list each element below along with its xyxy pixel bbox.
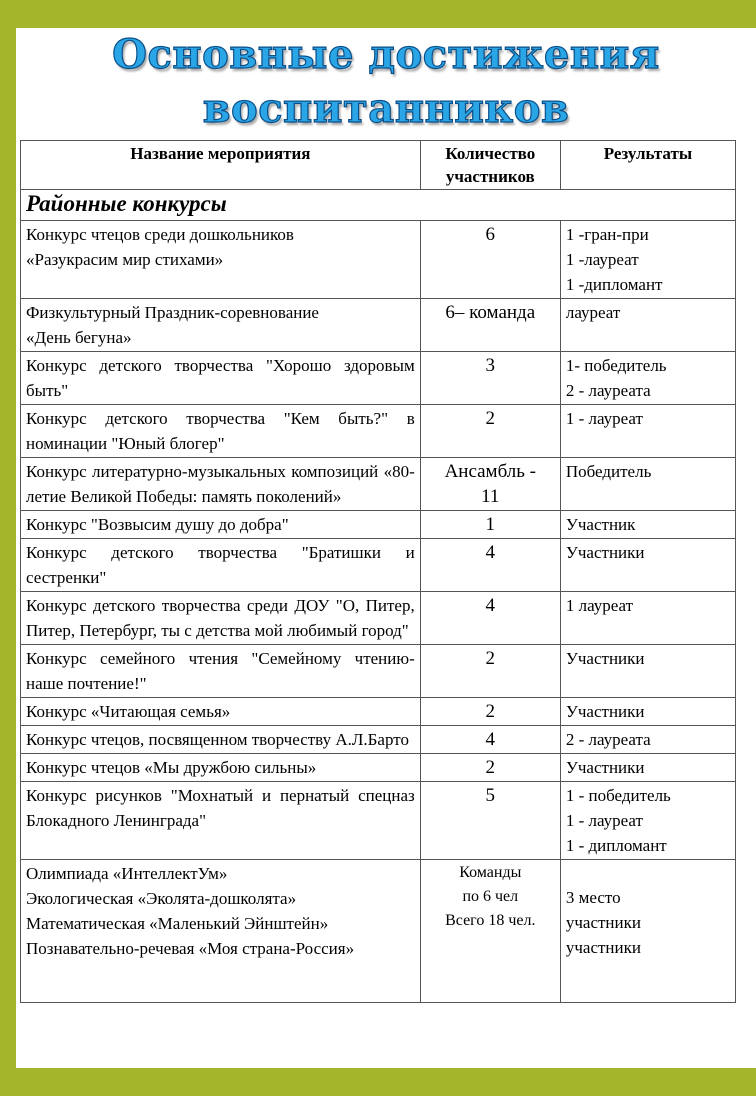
result-cell <box>560 352 735 405</box>
table-row <box>21 726 736 754</box>
result-cell-line: 1 лауреат <box>565 596 634 615</box>
result-cell-line: 3 место <box>565 888 621 907</box>
table-row <box>21 511 736 539</box>
table-row <box>21 458 736 511</box>
result-cell-line: 1 - лауреат <box>565 811 643 830</box>
table-row <box>21 221 736 299</box>
event-name-cell <box>21 782 421 860</box>
table-row <box>21 782 736 860</box>
participants-count-cell <box>420 299 560 352</box>
table-row <box>21 352 736 405</box>
result-cell <box>560 645 735 698</box>
header-participants-count: Количество участников <box>420 141 560 190</box>
participants-count-cell <box>420 352 560 405</box>
event-name-cell <box>21 645 421 698</box>
table-row <box>21 539 736 592</box>
participants-count-cell-line: 3 <box>485 355 496 376</box>
table-row <box>21 860 736 1003</box>
event-name-cell-line: Конкурс литературно-музыкальных композиций «80-летие Великой Победы: память поколений» <box>26 462 415 506</box>
result-cell <box>560 726 735 754</box>
result-cell <box>560 592 735 645</box>
event-name-cell <box>21 698 421 726</box>
table-row <box>21 754 736 782</box>
header-results: Результаты <box>560 141 735 190</box>
event-name-cell-line: Познавательно-речевая «Моя страна-Россия» <box>26 939 355 958</box>
title-line-2: воспитанников <box>202 85 570 132</box>
event-name-cell <box>21 299 421 352</box>
event-name-cell-line: Конкурс чтецов «Мы дружбою сильны» <box>26 758 317 777</box>
participants-count-cell-line: 2 <box>485 757 496 778</box>
page-title <box>16 28 756 136</box>
result-cell <box>560 860 735 1003</box>
table-row <box>21 405 736 458</box>
event-name-cell-line: Конкурс «Читающая семья» <box>26 702 231 721</box>
event-name-cell-line: Конкурс чтецов, посвященном творчеству А.Л.Барто <box>26 730 409 749</box>
participants-count-cell <box>420 511 560 539</box>
result-cell <box>560 698 735 726</box>
event-name-cell <box>21 511 421 539</box>
result-cell-line: 1 - лауреат <box>565 409 643 428</box>
participants-count-cell-line: Команды <box>459 864 522 881</box>
result-cell-line: лауреат <box>565 303 621 322</box>
event-name-cell <box>21 754 421 782</box>
section-row <box>21 190 736 221</box>
result-cell-line: Участники <box>565 758 645 777</box>
result-cell <box>560 539 735 592</box>
event-name-cell-line: Конкурс чтецов среди дошкольников <box>26 225 294 244</box>
event-name-cell-line: «Разукрасим мир стихами» <box>26 250 224 269</box>
participants-count-cell <box>420 782 560 860</box>
event-name-cell-line: Конкурс детского творчества "Братишки и сестренки" <box>26 543 415 587</box>
participants-count-cell-line: 2 <box>485 701 496 722</box>
table-row <box>21 645 736 698</box>
participants-count-cell <box>420 405 560 458</box>
result-cell-line: 1 - победитель <box>565 786 671 805</box>
result-cell-line: Участник <box>565 515 636 534</box>
participants-count-cell-line: 6 <box>485 224 496 245</box>
event-name-cell <box>21 352 421 405</box>
header-row <box>21 141 736 190</box>
achievements-table <box>20 140 736 1003</box>
participants-count-cell <box>420 592 560 645</box>
event-name-cell-line: Олимпиада «ИнтеллектУм» <box>26 864 228 883</box>
result-cell <box>560 782 735 860</box>
result-cell-line: 2 - лауреата <box>565 730 651 749</box>
event-name-cell <box>21 221 421 299</box>
section-title: Районные конкурсы <box>21 190 736 221</box>
participants-count-cell <box>420 539 560 592</box>
table-row <box>21 592 736 645</box>
event-name-cell <box>21 726 421 754</box>
event-name-cell-line: Конкурс семейного чтения "Семейному чтению-наше почтение!" <box>26 649 415 693</box>
result-cell-line: Участники <box>565 543 645 562</box>
result-cell <box>560 511 735 539</box>
participants-count-cell-line: 2 <box>485 648 496 669</box>
table-row <box>21 299 736 352</box>
participants-count-cell-line: 6– команда <box>445 302 536 323</box>
participants-count-cell-line: 4 <box>485 729 496 750</box>
participants-count-cell <box>420 754 560 782</box>
event-name-cell-line: Экологическая «Эколята-дошколята» <box>26 889 297 908</box>
participants-count-cell-line: Всего 18 чел. <box>445 912 536 929</box>
event-name-cell <box>21 405 421 458</box>
participants-count-cell-line: 4 <box>485 542 496 563</box>
result-cell <box>560 405 735 458</box>
participants-count-cell-line: 11 <box>481 486 500 507</box>
participants-count-cell <box>420 726 560 754</box>
result-cell-line: Участники <box>565 702 645 721</box>
result-cell-line: 1 - дипломант <box>565 836 667 855</box>
event-name-cell-line: Конкурс детского творчества "Хорошо здоровым быть" <box>26 356 415 400</box>
participants-count-cell-line: 5 <box>485 785 496 806</box>
participants-count-cell-line: 2 <box>485 408 496 429</box>
result-cell <box>560 754 735 782</box>
result-cell-line: участники <box>565 913 641 932</box>
participants-count-cell-line: по 6 чел <box>462 888 519 905</box>
participants-count-cell-line: 1 <box>485 514 496 535</box>
event-name-cell-line: Конкурс детского творчества "Кем быть?" в номинации "Юный блогер" <box>26 409 415 453</box>
result-cell-line: 1- победитель <box>565 356 667 375</box>
event-name-cell-line: Математическая «Маленький Эйнштейн» <box>26 914 329 933</box>
result-cell <box>560 458 735 511</box>
result-cell-line: участники <box>565 938 641 957</box>
header-event-name: Название мероприятия <box>21 141 421 190</box>
participants-count-cell-line: 4 <box>485 595 496 616</box>
result-cell-line: Участники <box>565 649 645 668</box>
event-name-cell <box>21 458 421 511</box>
participants-count-cell <box>420 698 560 726</box>
result-cell <box>560 299 735 352</box>
event-name-cell-line: Конкурс "Возвысим душу до добра" <box>26 515 289 534</box>
participants-count-cell <box>420 860 560 1003</box>
result-cell-line: 2 - лауреата <box>565 381 651 400</box>
event-name-cell <box>21 860 421 1003</box>
event-name-cell <box>21 539 421 592</box>
event-name-cell-line: Физкультурный Праздник-соревнование <box>26 303 319 322</box>
participants-count-cell <box>420 645 560 698</box>
event-name-cell-line: «День бегуна» <box>26 328 132 347</box>
table-row <box>21 698 736 726</box>
event-name-cell <box>21 592 421 645</box>
result-cell-line: 1 -лауреат <box>565 250 639 269</box>
participants-count-cell <box>420 458 560 511</box>
result-cell <box>560 221 735 299</box>
result-cell-line: 1 -дипломант <box>565 275 663 294</box>
result-cell-line: Победитель <box>565 462 652 481</box>
event-name-cell-line: Конкурс рисунков "Мохнатый и пернатый спецназ Блокадного Ленинграда" <box>26 786 415 830</box>
participants-count-cell-line: Ансамбль - <box>444 461 536 482</box>
participants-count-cell <box>420 221 560 299</box>
event-name-cell-line: Конкурс детского творчества среди ДОУ "О, Питер, Питер, Петербург, ты с детства мой любимый город" <box>26 596 415 640</box>
title-line-1: Основные достижения <box>112 31 660 78</box>
result-cell-line: 1 -гран-при <box>565 225 649 244</box>
